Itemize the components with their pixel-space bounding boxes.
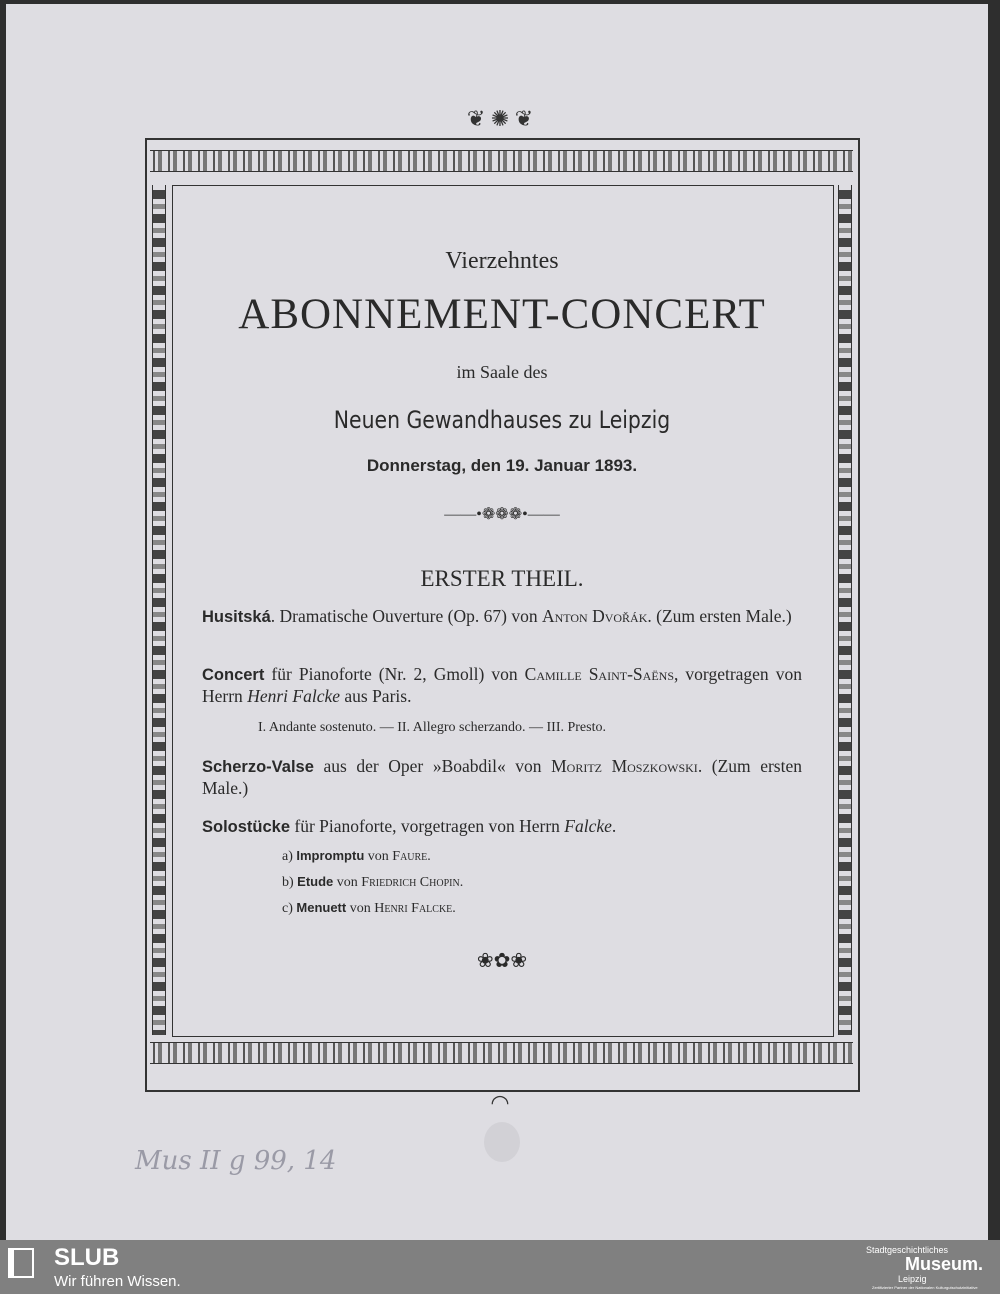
bottom-ornament-band — [150, 1042, 853, 1064]
left-ornament-band — [152, 185, 166, 1035]
top-flourish-icon: ❦ ✺ ❦ — [466, 106, 534, 131]
program-item: Concert für Pianoforte (Nr. 2, Gmoll) von Camille Saint-Saëns, vorgetragen von Herrn Henri Falcke aus Paris. — [202, 664, 802, 706]
solo-piece: b) Etude von Friedrich Chopin. — [282, 874, 464, 890]
museum-logo[interactable]: Museum. — [905, 1254, 984, 1274]
top-ornament-band — [150, 150, 853, 172]
divider-ornament-icon: ——•❁❁❁•—— — [444, 506, 560, 523]
solo-piece: c) Menuett von Henri Falcke. — [282, 900, 456, 916]
venue: Neuen Gewandhauses zu Leipzig — [333, 406, 671, 434]
slub-book-icon — [8, 1248, 34, 1278]
museum-city: Leipzig — [898, 1274, 927, 1284]
venue-intro: im Saale des — [456, 362, 548, 382]
museum-note: Zertifizierter Partner der Nationalen Kulturgutschutzinitiative — [872, 1285, 978, 1290]
library-stamp — [484, 1122, 520, 1162]
flower-ornament-icon: ❀✿❀ — [476, 950, 528, 972]
subtitle: Vierzehntes — [445, 248, 559, 274]
right-ornament-band — [838, 185, 852, 1035]
program-item: Solostücke für Pianoforte, vorgetragen von Herrn Falcke. — [202, 816, 617, 836]
title: ABONNEMENT-CONCERT — [238, 291, 766, 338]
movements: I. Andante sostenuto. — II. Allegro scherzando. — III. Presto. — [258, 720, 606, 735]
section-heading: ERSTER THEIL. — [420, 566, 584, 591]
program-item: Scherzo-Valse aus der Oper »Boabdil« von Moritz Moszkowski. (Zum ersten Male.) — [202, 756, 802, 798]
slub-logo[interactable]: SLUB — [54, 1244, 120, 1271]
solo-piece: a) Impromptu von Faure. — [282, 848, 431, 864]
program-item: Husitská. Dramatische Ouverture (Op. 67) von Anton Dvořák. (Zum ersten Male.) — [202, 606, 792, 626]
handwritten-shelfmark: Mus II g 99, 14 — [135, 1146, 337, 1176]
concert-date: Donnerstag, den 19. Januar 1893. — [366, 456, 638, 475]
slub-tagline: Wir führen Wissen. — [54, 1273, 181, 1290]
museum-top: Stadtgeschichtliches — [866, 1245, 949, 1255]
bottom-fan-icon: ◠ — [490, 1090, 510, 1115]
footer-bar — [0, 1240, 1000, 1294]
